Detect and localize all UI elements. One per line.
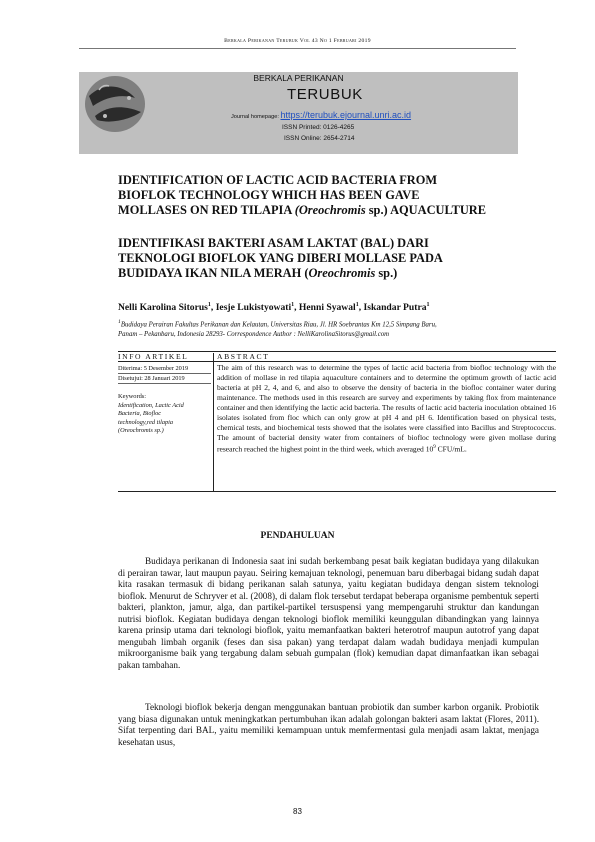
homepage-link[interactable]: https://terubuk.ejournal.unri.ac.id bbox=[280, 110, 412, 120]
author: Iesje Lukistyowati$^1$, bbox=[215, 302, 299, 314]
author: Henni Syawal$^1$, bbox=[298, 302, 364, 314]
title-english bbox=[118, 173, 538, 218]
running-header: Berkala Perikanan Terubuk Vol 43 No 1 Februari 2019 bbox=[224, 38, 371, 44]
journal-name: TERUBUK bbox=[287, 86, 363, 103]
article-info-heading: INFO ARTIKEL bbox=[118, 352, 189, 361]
title-id-line: BUDIDAYA IKAN NILA MERAH (Oreochromis sp.) bbox=[118, 266, 398, 280]
author: Nelli Karolina Sitorus$^1$, bbox=[118, 302, 216, 314]
fish-logo-icon bbox=[83, 74, 147, 150]
title-en-line: MOLLASES ON RED TILAPIA (Oreochromis sp.) AQUACULTURE bbox=[118, 203, 487, 217]
title-indonesian bbox=[118, 236, 538, 281]
abstract-head-rule bbox=[118, 361, 556, 362]
accepted-date: Disetujui: 28 Januari 2019 bbox=[118, 374, 211, 384]
journal-series: BERKALA PERIKANAN bbox=[253, 73, 344, 83]
column-divider bbox=[213, 353, 214, 491]
title-id-line: IDENTIFIKASI BAKTERI ASAM LAKTAT (BAL) DARI bbox=[118, 236, 429, 250]
received-date: Diterima: 5 Desember 2019 bbox=[118, 364, 211, 374]
keywords: Identification, Lactic Acid Bacteria, Biofloc technology,red tilapia (Oreochromis sp.) bbox=[118, 402, 184, 435]
affiliation: $^1$Budidaya Perairan Fakultas Perikanan dan Kelautan, Universitas Riau, Jl. HR Soebrantas Km 12,5 Simpang Baru, Panam – Pekanbaru, Indonesia 28293- Correspondence Author : NelliKarolinaSitorus@gmail.com bbox=[118, 319, 437, 339]
title-id-line: TEKNOLOGI BIOFLOK YANG DIBERI MOLLASE PADA bbox=[118, 251, 443, 265]
paragraph: Budidaya perikanan di Indonesia saat ini sudah berkembang pesat baik kegiatan budidaya yang dilakukan di perairan tawar, laut maupun payau. Seiring kemajuan teknologi, penemuan baru diberbagai bidang sudah dapat kita rasakan termasuk di bidang perikanan salah satunya, yaitu kegiatan budidaya dengan sistem teknologi bioflok. Menurut de Schryver et al. (2008), di dalam flok tersebut terdapat beberapa organisme pembentuk seperti bakteri, plankton, jamur, alga, dan partikel-partikel tersuspensi yang mempengaruhi struktur dan kandungan nutrisi bioflok. Kegiatan budidaya dengan teknologi bioflok memiliki keunggulan dibandingkan yang lainnya karena prinsip utama dari teknologi bioflok, yaitu memanfaatkan bakteri heterotrof maupun autotrof yang dapat mengubah limbah organik (feses dan sisa pakan) yang terdapat dalam wadah budidaya menjadi kumpulan mikroorganisme baik yang tergabung dalam sebuah gumpalan (flok) kemudian dapat dimanfaatkan ikan sebagai pakan tambahan. bbox=[118, 556, 539, 670]
keywords-label: Keywords: bbox=[118, 393, 147, 400]
homepage-label: Journal homepage: bbox=[231, 114, 279, 120]
section-heading: PENDAHULUAN bbox=[260, 531, 335, 541]
author-list bbox=[118, 302, 538, 313]
abstract-text: The aim of this research was to determine the types of lactic acid bacteria from biofloc technology with the addition of mollase in red tilapia aquaculture containers and to determine the optimum growth of lactic acid bacteria at pH 2, 4, and 6, and also to observe the density of bacteria in the biofloc container water during maintenance. The methods used in this research are survey and experiments by taking flox from maintenance container and then identifying the lactic acid bacteria. The results of lactic acid bacteria inoculation obtained 16 isolates isolated from floc which can only grow at pH 4 and pH 6. Identification based on physical tests, chemical tests, and biochemical tests showed that the isolates were classified into Bacillus and Streptococcus. The amount of bacterial density water from containers of biofloc technology were given mollase during research reached the highest point in the third week, which averaged $10^9$ CFU/mL. bbox=[217, 363, 556, 454]
author: Iskandar Putra$^1$ bbox=[363, 302, 430, 314]
journal-homepage bbox=[231, 110, 411, 120]
title-en-line: BIOFLOK TECHNOLOGY WHICH HAS BEEN GAVE bbox=[118, 188, 420, 202]
page-number: 83 bbox=[293, 807, 302, 816]
abstract-heading: ABSTRACT bbox=[217, 352, 270, 361]
article-dates bbox=[118, 364, 211, 384]
abstract-bottom-rule bbox=[118, 491, 556, 492]
title-en-line: IDENTIFICATION OF LACTIC ACID BACTERIA FROM bbox=[118, 173, 438, 187]
paragraph: Teknologi bioflok bekerja dengan menggunakan bantuan probiotik dan sumber karbon organik. Probiotik yang biasa digunakan untuk meningkatkan pertumbuhan ikan adalah golongan bakteri asam laktat (Flores, 2011). Sifat terpenting dari BAL, yaitu memiliki kemampuan untuk memfermentasi gula menjadi asam laktat, menjaga kesehatan usus, bbox=[118, 702, 539, 747]
issn-print: ISSN Printed: 0126-4265 bbox=[282, 124, 355, 131]
header-rule bbox=[79, 48, 516, 49]
issn-online: ISSN Online: 2654-2714 bbox=[284, 135, 355, 142]
journal-banner bbox=[79, 72, 518, 154]
